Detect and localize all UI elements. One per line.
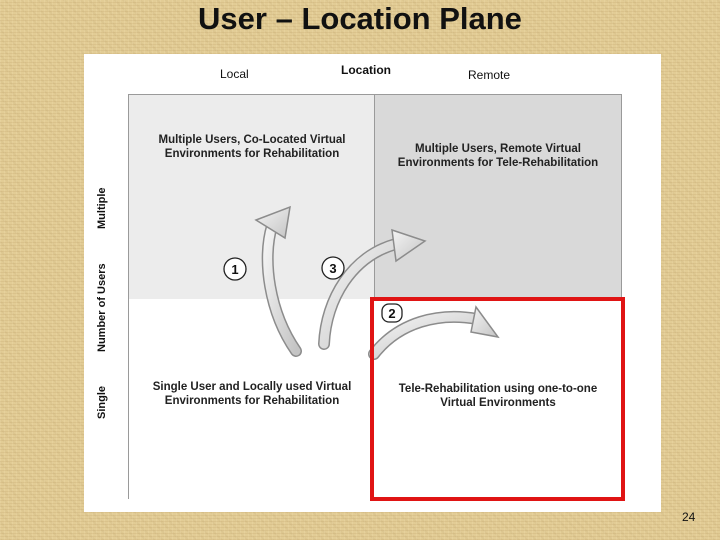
- quadrant-top-right-text: Multiple Users, Remote Virtual Environments for Tele-Rehabilitation: [397, 143, 599, 169]
- diagram-panel: [84, 54, 661, 512]
- quadrant-bottom-left-text: Single User and Locally used Virtual Environments for Rehabilitation: [152, 381, 352, 407]
- transition-arrow-1: [256, 207, 296, 351]
- quadrant-bottom-right-text: Tele-Rehabilitation using one-to-one Virtual Environments: [398, 383, 598, 409]
- y-axis-bottom-label: Single: [96, 385, 108, 419]
- x-axis-title: Location: [341, 63, 391, 77]
- slide-title: User – Location Plane: [198, 1, 522, 36]
- svg-text:1: 1: [231, 262, 239, 277]
- step-marker-3: [322, 257, 344, 279]
- step-marker-2: [382, 304, 402, 322]
- y-axis-top-label: Multiple: [96, 187, 108, 229]
- transition-arrows: [84, 54, 661, 512]
- y-axis-title: Number of Users: [96, 263, 108, 352]
- x-axis-right-label: Remote: [468, 68, 511, 82]
- quadrant-top-left-text: Multiple Users, Co-Located Virtual Environments for Rehabilitation: [158, 134, 346, 160]
- page-number: 24: [682, 510, 696, 524]
- svg-text:2: 2: [388, 306, 396, 321]
- step-marker-1: [224, 258, 246, 280]
- x-axis-left-label: Local: [220, 67, 249, 81]
- svg-text:3: 3: [329, 261, 337, 276]
